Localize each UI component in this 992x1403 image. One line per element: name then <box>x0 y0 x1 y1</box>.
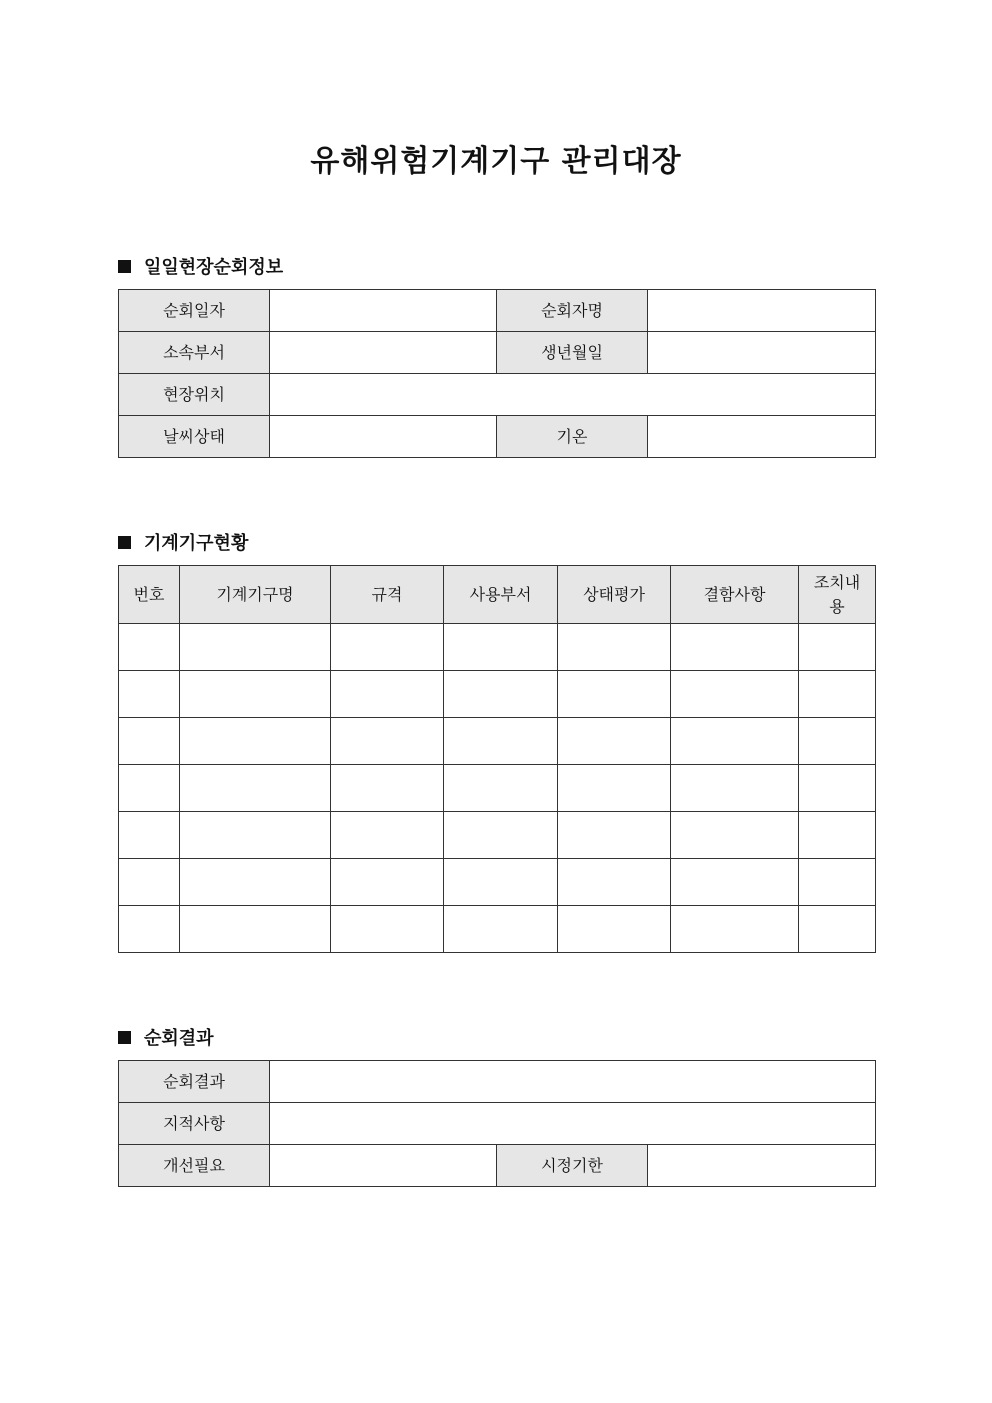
table-cell[interactable] <box>558 624 671 671</box>
table-row <box>119 671 876 718</box>
section-heading-label: 기계기구현황 <box>144 533 249 554</box>
table-cell[interactable] <box>331 859 444 906</box>
table-cell[interactable] <box>799 671 876 718</box>
table-cell[interactable] <box>444 765 558 812</box>
table-cell[interactable] <box>558 906 671 953</box>
table-cell[interactable] <box>444 906 558 953</box>
patrol-date-field[interactable] <box>270 290 497 332</box>
table-cell[interactable] <box>331 671 444 718</box>
table-row <box>119 812 876 859</box>
table-cell[interactable] <box>671 671 799 718</box>
table-cell[interactable] <box>558 812 671 859</box>
section-heading-patrol-result <box>118 1024 214 1050</box>
table-cell[interactable] <box>331 906 444 953</box>
weather-field[interactable] <box>270 416 497 458</box>
table-cell[interactable] <box>331 812 444 859</box>
findings-field[interactable] <box>270 1103 876 1145</box>
table-row <box>119 374 876 416</box>
deadline-field[interactable] <box>648 1145 876 1187</box>
column-header-number: 번호 <box>119 566 180 624</box>
table-cell[interactable] <box>119 671 180 718</box>
table-row <box>119 416 876 458</box>
table-cell[interactable] <box>331 718 444 765</box>
department-label: 소속부서 <box>119 332 270 374</box>
table-cell[interactable] <box>119 718 180 765</box>
table-cell[interactable] <box>180 718 331 765</box>
department-field[interactable] <box>270 332 497 374</box>
table-cell[interactable] <box>444 671 558 718</box>
table-cell[interactable] <box>331 624 444 671</box>
table-cell[interactable] <box>799 624 876 671</box>
table-cell[interactable] <box>444 718 558 765</box>
table-cell[interactable] <box>119 812 180 859</box>
table-cell[interactable] <box>558 718 671 765</box>
table-cell[interactable] <box>119 624 180 671</box>
patrol-result-field[interactable] <box>270 1061 876 1103</box>
table-row <box>119 1103 876 1145</box>
table-row <box>119 718 876 765</box>
patroller-field[interactable] <box>648 290 876 332</box>
table-cell[interactable] <box>671 718 799 765</box>
column-header-spec: 규격 <box>331 566 444 624</box>
patrol-result-label: 순회결과 <box>119 1061 270 1103</box>
patroller-label: 순회자명 <box>497 290 648 332</box>
site-location-field[interactable] <box>270 374 876 416</box>
weather-label: 날씨상태 <box>119 416 270 458</box>
table-header-row <box>119 566 876 624</box>
table-cell[interactable] <box>671 812 799 859</box>
table-cell[interactable] <box>119 906 180 953</box>
column-header-using-department: 사용부서 <box>444 566 558 624</box>
table-cell[interactable] <box>444 859 558 906</box>
table-cell[interactable] <box>331 765 444 812</box>
square-bullet-icon <box>118 1031 131 1044</box>
table-cell[interactable] <box>671 765 799 812</box>
section-heading-label: 일일현장순회정보 <box>144 257 284 278</box>
table-cell[interactable] <box>799 718 876 765</box>
table-cell[interactable] <box>558 671 671 718</box>
column-header-action: 조치내용 <box>799 566 876 624</box>
document-title: 유해위험기계기구 관리대장 <box>310 144 682 179</box>
findings-label: 지적사항 <box>119 1103 270 1145</box>
patrol-date-label: 순회일자 <box>119 290 270 332</box>
patrol-result-table <box>118 1060 876 1187</box>
table-cell[interactable] <box>444 812 558 859</box>
table-cell[interactable] <box>799 906 876 953</box>
table-cell[interactable] <box>119 765 180 812</box>
square-bullet-icon <box>118 260 131 273</box>
section-heading-equipment-status <box>118 529 248 555</box>
section-heading-site-patrol <box>118 253 283 279</box>
section-heading-label: 순회결과 <box>144 1028 214 1049</box>
improvement-label: 개선필요 <box>119 1145 270 1187</box>
table-cell[interactable] <box>799 765 876 812</box>
table-cell[interactable] <box>180 906 331 953</box>
table-cell[interactable] <box>119 859 180 906</box>
table-cell[interactable] <box>558 765 671 812</box>
table-row <box>119 1145 876 1187</box>
column-header-equipment-name: 기계기구명 <box>180 566 331 624</box>
improvement-field[interactable] <box>270 1145 497 1187</box>
table-row <box>119 859 876 906</box>
table-cell[interactable] <box>799 859 876 906</box>
table-cell[interactable] <box>671 906 799 953</box>
table-cell[interactable] <box>180 765 331 812</box>
table-row <box>119 290 876 332</box>
birth-date-label: 생년월일 <box>497 332 648 374</box>
table-row <box>119 624 876 671</box>
table-row <box>119 765 876 812</box>
table-cell[interactable] <box>444 624 558 671</box>
column-header-defects: 결함사항 <box>671 566 799 624</box>
table-cell[interactable] <box>671 624 799 671</box>
table-cell[interactable] <box>180 812 331 859</box>
table-row <box>119 332 876 374</box>
site-patrol-info-table <box>118 289 876 458</box>
table-cell[interactable] <box>558 859 671 906</box>
table-row <box>119 1061 876 1103</box>
birth-date-field[interactable] <box>648 332 876 374</box>
temperature-field[interactable] <box>648 416 876 458</box>
deadline-label: 시정기한 <box>497 1145 648 1187</box>
table-cell[interactable] <box>671 859 799 906</box>
table-cell[interactable] <box>180 671 331 718</box>
table-cell[interactable] <box>180 859 331 906</box>
square-bullet-icon <box>118 536 131 549</box>
table-cell[interactable] <box>799 812 876 859</box>
table-row <box>119 906 876 953</box>
column-header-condition: 상태평가 <box>558 566 671 624</box>
table-cell[interactable] <box>180 624 331 671</box>
site-location-label: 현장위치 <box>119 374 270 416</box>
equipment-status-table <box>118 565 876 953</box>
temperature-label: 기온 <box>497 416 648 458</box>
